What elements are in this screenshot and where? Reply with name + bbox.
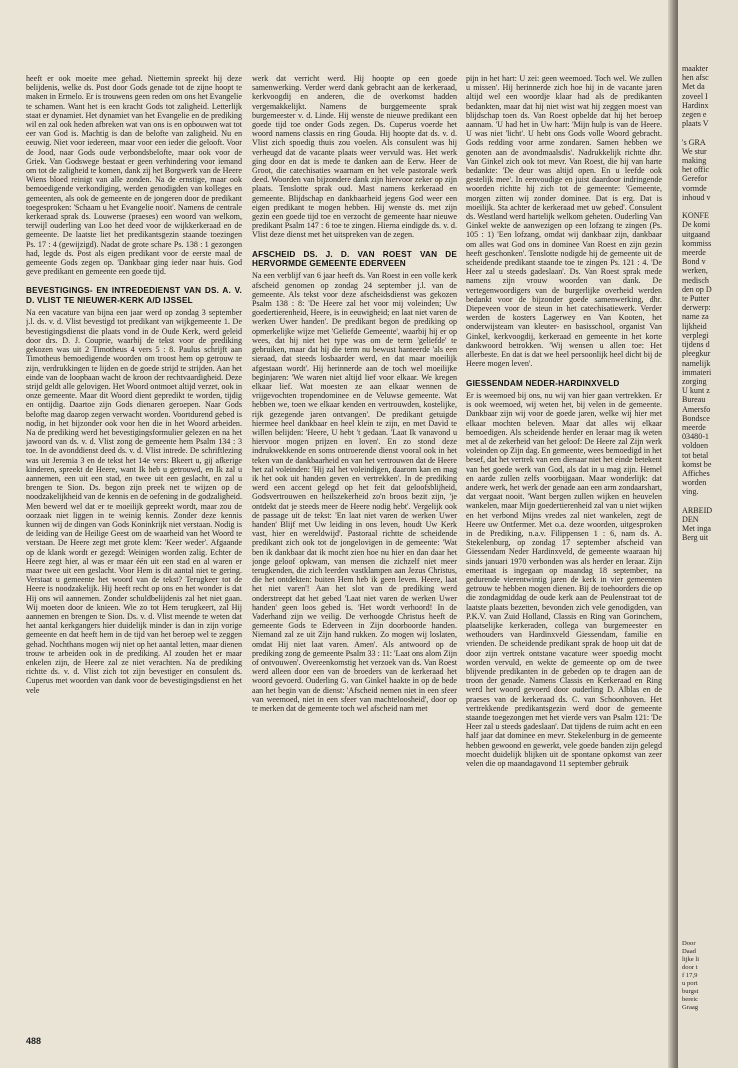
col2-body-text: werk dat verricht werd. Hij hoopte op een goede samenwerking. Verder werd dank gebracht aan de kerkeraad, kerkvoogdij en anderen, die de overkomst hadden vergemakkelijkt. Namens de burggemeente sprak burgemeester v. d. Linde. Hij wenste de nieuwe predikant een goede tijd toe onder Gods zegen. Ds. Cuperus voerde het woord namens classis en ring Gouda. Hij hoopte dat ds. v. d. Vlist zich spoedig thuis zou voelen. Als consulent was hij verheugd dat de vacante plaats weer vervuld was. Het werk ging door en dat is mede te danken aan de Eerw. Heer de Groot, die catechisaties waarnam en het vele pastorale werk deed. Woorden van bijzondere dank zijn hiervoor zeker op zijn plaats. Tenslotte sprak oud. Mast namens kerkeraad en gemeente. Blijdschap en dankbaarheid jegens God weer een eigen predikant te mogen hebben. Hij wenste ds. met zijn gezin een goede tijd toe en verzocht de gemeente haar nieuwe predikant Psalm 147 : 6 toe te zingen. Hierna eindigde ds. v. d. Vlist deze dienst met het uitspreken van de zegen. (252, 74, 457, 240)
page-number: 488 (26, 1036, 42, 1046)
column-3 (466, 74, 662, 1034)
col2-heading: AFSCHEID DS. J. D. VAN ROEST VAN DE HERVORMDE GEMEENTE EDERVEEN (252, 249, 457, 269)
adjacent-page-edge (678, 0, 738, 1068)
col2-body2-text: Na een verblijf van 6 jaar heeft ds. Van Roest in een volle kerk afscheid genomen op zondag 24 september j.l. van de gemeente. Als tekst voor deze afscheidsdienst was gekozen Psalm 138 : 8: 'De Heere zal het voor mij voleinden; Uw goedertierenheid, Heere, is in eeuwigheid; en laat niet varen de werken Uwer handen'. De predikant begon de prediking op opmerkelijke wijze met 'Geliefde Gemeente', waarbij hij er op wees, dat hij niet het type was om de term 'geliefde' te gebruiken, maar dat hij die term nu bewust hanteerde 'als een sieraad, dat steeds losbaarder werd, en dat maar moeilijk afgestaan wordt'. Hij herinnerde aan de toch wel moeilijke beginjaren: 'We waren niet altijd lief voor elkaar. We kregen elkaar lief. Wat moesten ze aan elkaar wennen de vrijgevochten tropendominee en de Veluwse gemeente. Wat hebben we, toen we elkaar kenden en vertrouwden, kostelijke, rijk gezegende jaren ontvangen'. De predikant getuigde hiermee heel dankbaar en heel klein te zijn, en met David te willen belijden: 'Heere, U hebt 't gedaan. 'Laat Ik vanavond u hiervoor mogen prijzen en loven'. En zo stond deze indrukwekkende en soms ontroerende dienst vooral ook in het teken van de dankbaarheid en van het vertrouwen dat de Heere het zal voleinden: 'Hij zal het voleindigen, daarom kan en mag ik het ook uit handen geven en vertrekken'. In de prediking werd een accent gelegd op het feit dat geloofsblijheid, Godsvertrouwen en heilszekerheid zo'n broos bezit zijn, 'je ontdekt dat je steeds meer de Heere nodig hebt'. Vergelijk ook de passage uit de tekst: 'En laat niet varen de werken Uwer handen' Blijf met Uw leiding in ons leven, houdt Uw Kerk vast, hier en wereldwijd'. Pastoraal richtte de scheidende predikant zich ook tot de jongelovigen in de gemeente: 'Wat ben ik dankbaar dat ik mocht zien hoe nu hier en dan daar het jonge geloof opkwam, van mensen die zichzelf niet meer terugkenden, die zich leerden vastklampen aan Jezus Christus, die het ontdekten: buiten Hem heb ik geen leven. Heere, laat het niet varen'! Aan het slot van de prediking werd onderstreept dat het gebed 'Laat niet varen de werken Uwer handen' geen loos gebed is. 'Het wordt verhoord! In de Vaderhand zijn we veilig. De verhoogde Christus heeft de gemeente Gods te Ederveen in Zijn doorboorde handen. Niemand zal ze uit Zijn hand rukken. Zo mogen wij loslaten, omdat Hij niet laat varen. Amen'. Als antwoord op de prediking zong de gemeente Psalm 33 : 11: 'Laat ons alom Zijn of ontvouwen'. Overeenkomstig het verzoek van ds. Van Roest werd alleen door een van de broeders van de kerkeraad het woord gevoerd. Ouderling G. van Ginkel haakte in op de bede aan het begin van de dienst: 'Afscheid nemen niet in een sfeer van weemoed, niet in een sfeer van machteloosheid', door op te merken dat de gemeente toch wel afscheid nam met (252, 271, 457, 714)
col1-intro-text: heeft er ook moeite mee gehad. Niettemin spreekt hij deze belijdenis, welke ds. Post door Gods genade tot de zijne hoopt te maken in Ermelo. Er is trouwens geen reden om ons het Evangelie te schamen. Want het is een kracht Gods tot zaligheid. Letterlijk staat er dynamiet. Het dynamiet van het Evangelie en de prediking wil en zal ook heden afbreken wat van ons is en opbouwen wat tot eer van God is. Machtig is dan de belofte van zaligheid. Nu en eeuwig. Niet voor iedereen, maar voor een ieder die gelooft. Voor de Jood, naar Gods oude verbondsbelofte, maar ook voor de Griek. Van Godswege bestaat er geen verhindering voor iemand om tot de zaligheid te komen, dank zij het Borgwerk van de Heere Wiens bloed reinigt van alle zonden. Na de ernstige, maar ook bemoedigende verkondiging, werden genodigden van kolleges en gemeenten, als ook de gemeente en de jongeren door de predikant toegesproken: 'Schaam u het Evangelie nooit'. Namens de centrale kerkeraad sprak ds. Louwerse (praeses) een woord van welkom, terwijl ouderling van Loo het deed voor de wijkkerkeraad en de gemeente. De laatste liet het predikantsgezin staande toezingen Ps. 17 : 4 (gewijzigd). Nadat de grote schare Ps. 138 : 1 gezongen had, legde ds. Post als eigen predikant voor de eerste maal de gemeente Gods zegen op. 'Dankbaar ging ieder naar huis. God geve predikant en gemeente een goede tijd. (26, 74, 242, 277)
col3-body-text: pijn in het hart: U zei: geen weemoed. Toch wel. We zullen u missen'. Hij herinnerde zich hoe hij in de vacante jaren altijd wel een woordje klaar had als de predikanten bedankten, maar dat hij niet wist wat hij zeggen moest van blijdschap toen ds. Van Roest opbelde dat hij het beroep aannam. 'U had het in Uw hart: 'Mijn hulp is van de Heere. U was niet 'licht'. U hebt ons Gods volle Woord gebracht. Gods redding voor arme zondaren. Samen hebben we genoten aan de avondmaalsdis'. Nadrukkelijk richtte dhr. Van Ginkel zich ook tot mevr. Van Roest, die hij van harte bedankte: 'De deur was altijd open. En u leefde ook gestelijk mee'. In eenvoudige en juist daardoor indringende woorden richtte hij zich tot de gemeente: 'Gemeente, morgen zitten wij zonder dominee. Dat is erg. Dat is moeilijk. Sta achter de kerkeraad met uw gebed'. Consulent ds. Westland werd hartelijk welkom geheten. Ouderling Van Ginkel wekte de aanwezigen op een lofzang te zingen (Ps. 105 : 1) 'Een lofzang, omdat wij dankbaar zijn, dankbaar om alles wat God ons in dominee Van Roest en zijn gezin heeft geschonken'. Tenslotte nodigde hij de gemeente uit de scheidende predikant staande toe te zingen Ps. 121 : 4. 'De Heer zal u steeds gadeslaan'. Ds. Van Roest sprak mede namens zijn vrouw woorden van dank. De vertegenwoordigers van de burgerlijke overheid werden bedankt voor de bijzonder goede samenwerking, dhr. Diepeveen voor de steun in het catechisatiewerk. Verder werden de kosters Lagerwey en Van Kooten, het onderwijsteam van kleuter- en basisschool, organist Van Ginkel, kerkvoogdij, kerkeraad en gemeente in het korte dankwoord betrokken. 'Wij wensen u allen toe: Het allerbeste. En dat is dat we heel persoonlijk heel dicht bij de Heere mogen leven'. (466, 74, 662, 369)
col3-body2-text: Er is weemoed bij ons, nu wij van hier gaan vertrekken. Er is ook weemoed, wij weten het, bij velen in de gemeente. Dankbaar zijn wij voor de goede jaren, welke wij hier met elkaar mochten beleven. Maar dat alles wij elkaar bemoedigen. Als scheidende herder en leraar mag ik weten met al de zekerheid van het geloof: De Heere zal Zijn werk voleinden op Zijn dag. En gemeente, wees bemoedigd in het besef, dat het vertrek van een dienaar niet het einde betekent van het goede werk van God, als dat in u mag zijn. Hemel en aarde zullen zelfs voorbijgaan. Maar wonderlijk: dat andere werk, het werk der genade aan een arm zondaarshart, dat vergaat nooit. 'Want bergen zullen wijken en heuvelen wankelen, maar Mijn goedertierenheid zal van u niet wijken en het verbond Mijns vredes zal niet wankelen, zegt de Heere uw Ontfermer. Met o.a. deze woorden, uitgesproken in de Prediking, n.a.v. Filippensen 1 : 6, nam ds. A. Stekelenburg, op zondag 17 september afscheid van Giessendam Neder Hardinxveld, de gemeente waaraan hij sinds januari 1970 verbonden was als herder en leraar. Zijn emeritaat is ingegaan op maandag 18 september, na gedurende vierentwintig jaren de kerk in vier gemeenten getrouw te hebben mogen dienen. Bij de toehoorders die op die zondagmiddag de oude kerk aan de Peulenstraat tot de laatste plaats bezetten, bevonden zich vele genodigden, van P.K.V. van Zuid Holland, Classis en Ring van Gorinchem, plaatselijke kerkeraden, collega van burgemeester en wethouders van Hardinxveld Giessendam, familie en vrienden. De scheidende predikant sprak de hoop uit dat de door zijn vertrek ontstane vacature weer spoedig mocht worden vervuld, en wekte de gemeente op om de twee blijvende predikanten in de gebeden op te dragen aan de troon der genade. Namens Classis en Kerkeraad en Ring werd het woord gevoerd door ouderling D. Alblas en de praeses van de kerkeraad ds. C. van Schoonhoven. Het vertrekkende predikantsgezin werd door de gemeente staande toegezongen met het vierde vers van Psalm 121: 'De Heer zal u steeds gadeslaan'. Dat tijdens de ruim acht en een half jaar dat dominee en mevr. Stekelenburg in de gemeente hebben gewoond en gewerkt, vele goede banden zijn gelegd moecht duidelijk blijken uit de spontane opkomst van zeer velen die op maandagavond 11 september gebruik (466, 390, 662, 769)
adjacent-page-small-text: Door Daad lijke li door t f 17,9 u port burgst bereic Graag (682, 940, 700, 1011)
col3-heading: GIESSENDAM NEDER-HARDINXVELD (466, 378, 620, 388)
col1-heading: BEVESTIGINGS- EN INTREDEDIENST VAN DS. A. V. D. VLIST TE NIEUWER-KERK A/D IJSSEL (26, 286, 242, 305)
col1-body-text: Na een vacature van bijna een jaar werd op zondag 3 september j.l. ds. v. d. Vlist bevestigd tot predikant van wijkgemeente 1. De bevestigingsdienst die plaats vond in de Oude Kerk, werd geleid door drs. D. J. Couprie, waarbij de tekst voor de prediking gekozen was uit 2 Timotheus 4 vers 5 : 8. Paulus schrijft aan Timotheus bemoedigende woorden om troost hem op getrouw te zijn, verdrukkingen te lijden en de goede strijd te strijden. Aan het einde van de loopbaan wacht de kroon der rechtvaardigheid. Deze strijd geldt alle gelovigen. Het Woord ontmoet altijd verzet, ook in onze gemeente. Maar dit Woord dient gepredikt te worden, tijdig en ontijdig. Daartoe zijn Gods dienaren geroepen. Naar Gods belofte mag daarop zegen verwacht worden. Voortdurend gebed is nodig, in het bijzonder ook voor hen die in het Woord arbeiden. Na de prediking werd het bevestigingsformulier gelezen en na het jawoord van ds. v. d. Vlist zong de gemeente hem Psalm 134 : 3 toe. In de avonddienst deed ds. v. d. Vlist intrede. De schriftlezing was uit Jeremia 3 en de tekst het 14e vers: Bkeert u, gij afkerige kinderen, spreekt de Heere, want Ik heb u getrouwd, en Ik zal u aannemen, een uit een stad, en twee uit een geslacht, en zal u brengen te Sion. Ds. begon zijn preek net te wijzen op de noodzakelijkheid van de kennis en de oefening in de godzaligheid. Men bewerd wel dat er te moeilijk gepreekt wordt, maar zou de oorzaak niet liggen in te weinig kennis. Zonder deze kennis kunnen wij de dingen van Gods Koninkrijk niet verstaan. Nodig is de leiding van de Heilige Geest om de waarheid van het Woord te verstaan. De Heere zegt met grote klem: 'Keer weder'. Afgaande op de klank wordt er gezegd: Weinigen worden zalig. Echter de Heere zegt hier, al was er maar één uit een stad en al waren er maar twee uit een geslacht. Voor Hem is dit aantal niet te gering. Verstaat u gemeente het woord van de tekst? Terugkeer tot de Heere is noodzakelijk. Hij heeft recht op ons en het wonder is dat Hij ons wil aannemen. Zonder schuldbelijdenis zal het niet gaan. Wij moeten door de knieen. Wie zo tot Hem terugkeert, zal Hij aannemen en brengen te Sion. Ds. v. d. Vlist meende te weten dat het aantal kerkgangers hier duidelijk minder is dan in zijn vorige gemeente en dat heeft hem in de tijd van het beroep wel te zeggen gehad. Nochthans mogen wij niet op het aantal letten, maar dienen trouw te arbeiden ook in de prediking. Al zouden het er maar enkelen zijn, de Heere zal ze niet verachten. Na de prediking richtte ds. v. d. Vlist zich tot zijn bevestiger en consulent ds. Cuperus met woorden van dank voor de bevestigingsdienst en het vele (26, 308, 242, 695)
adjacent-page-text: maakter hen afsc Met da zoveel I Hardinx zegen e plaats V 's GRA We stur making het offic Gerefor vormde inhoud v KONFE De komi uitgaand kommiss meerde Bond v werken, medisch den op D te Putter derwerp: name za lijkheid verplegi tijdens d pleegkur namelijk immateri zorging U kunt z Bureau Amersfo Bondsce meerde 03480-1 voldoen tot betal komst be Affiches worden ving. ARBEID DEN Met inga Berg uit (682, 64, 713, 543)
column-1 (26, 74, 242, 1034)
book-gutter (668, 0, 678, 1068)
column-2 (252, 74, 457, 1034)
